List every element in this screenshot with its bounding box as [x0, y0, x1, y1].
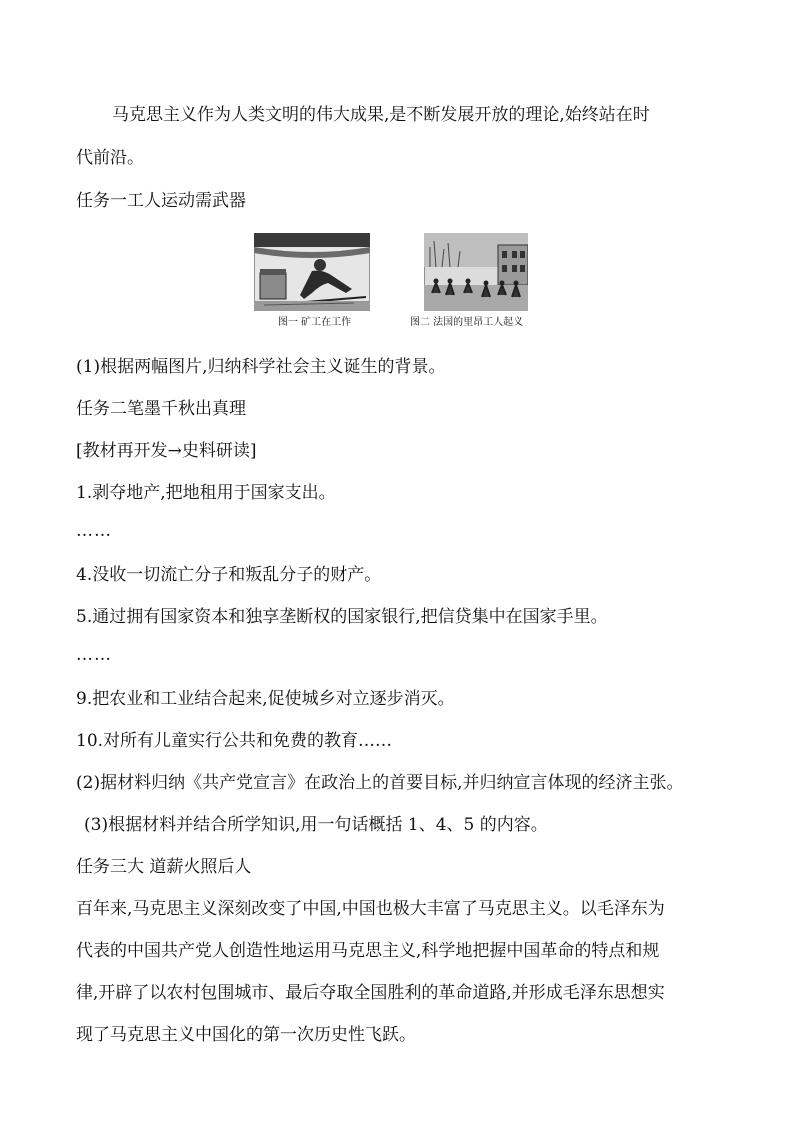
closing-paragraph-line-1: 百年来,马克思主义深刻改变了中国,中国也极大丰富了马克思主义。以毛泽东为 [76, 899, 665, 919]
figure-group [250, 233, 550, 333]
figure-miner-at-work [254, 233, 370, 328]
source-item-4: 4.没收一切流亡分子和叛乱分子的财产。 [76, 565, 382, 585]
source-item-5: 5.通过拥有国家资本和独享垄断权的国家银行,把信贷集中在国家手里。 [76, 607, 608, 627]
question-1: (1)根据两幅图片,归纳科学社会主义诞生的背景。 [76, 357, 446, 377]
uprising-illustration [424, 233, 528, 311]
source-item-9: 9.把农业和工业结合起来,促使城乡对立逐步消灭。 [76, 689, 455, 709]
ellipsis-2: …… [76, 645, 112, 665]
section-label: [教材再开发→史料研读] [76, 441, 257, 461]
intro-paragraph-line-2: 代前沿。 [76, 148, 144, 168]
task3-title: 任务三大 道薪火照后人 [76, 857, 252, 877]
task1-title: 任务一工人运动需武器 [76, 191, 246, 211]
figure-1-caption: 图一 矿工在工作 [278, 317, 352, 328]
source-item-1: 1.剥夺地产,把地租用于国家支出。 [76, 483, 336, 503]
figure-2-caption: 图二 法国的里昂工人起义 [410, 317, 524, 328]
intro-paragraph-line-1: 马克思主义作为人类文明的伟大成果,是不断发展开放的理论,始终站在时 [112, 105, 650, 125]
closing-paragraph-line-4: 现了马克思主义中国化的第一次历史性飞跃。 [76, 1025, 416, 1045]
figure-lyon-uprising [410, 233, 528, 328]
closing-paragraph-line-2: 代表的中国共产党人创造性地运用马克思主义,科学地把握中国革命的特点和规 [76, 941, 660, 961]
question-2: (2)据材料归纳《共产党宣言》在政治上的首要目标,并归纳宣言体现的经济主张。 [76, 773, 684, 793]
ellipsis-1: …… [76, 521, 112, 541]
closing-paragraph-line-3: 律,开辟了以农村包围城市、最后夺取全国胜利的革命道路,并形成毛泽东思想实 [76, 983, 665, 1003]
question-3: (3)根据材料并结合所学知识,用一句话概括 1、4、5 的内容。 [84, 815, 548, 835]
miner-illustration [254, 233, 370, 311]
task2-title: 任务二笔墨千秋出真理 [76, 399, 246, 419]
source-item-10: 10.对所有儿童实行公共和免费的教育…… [76, 731, 393, 751]
